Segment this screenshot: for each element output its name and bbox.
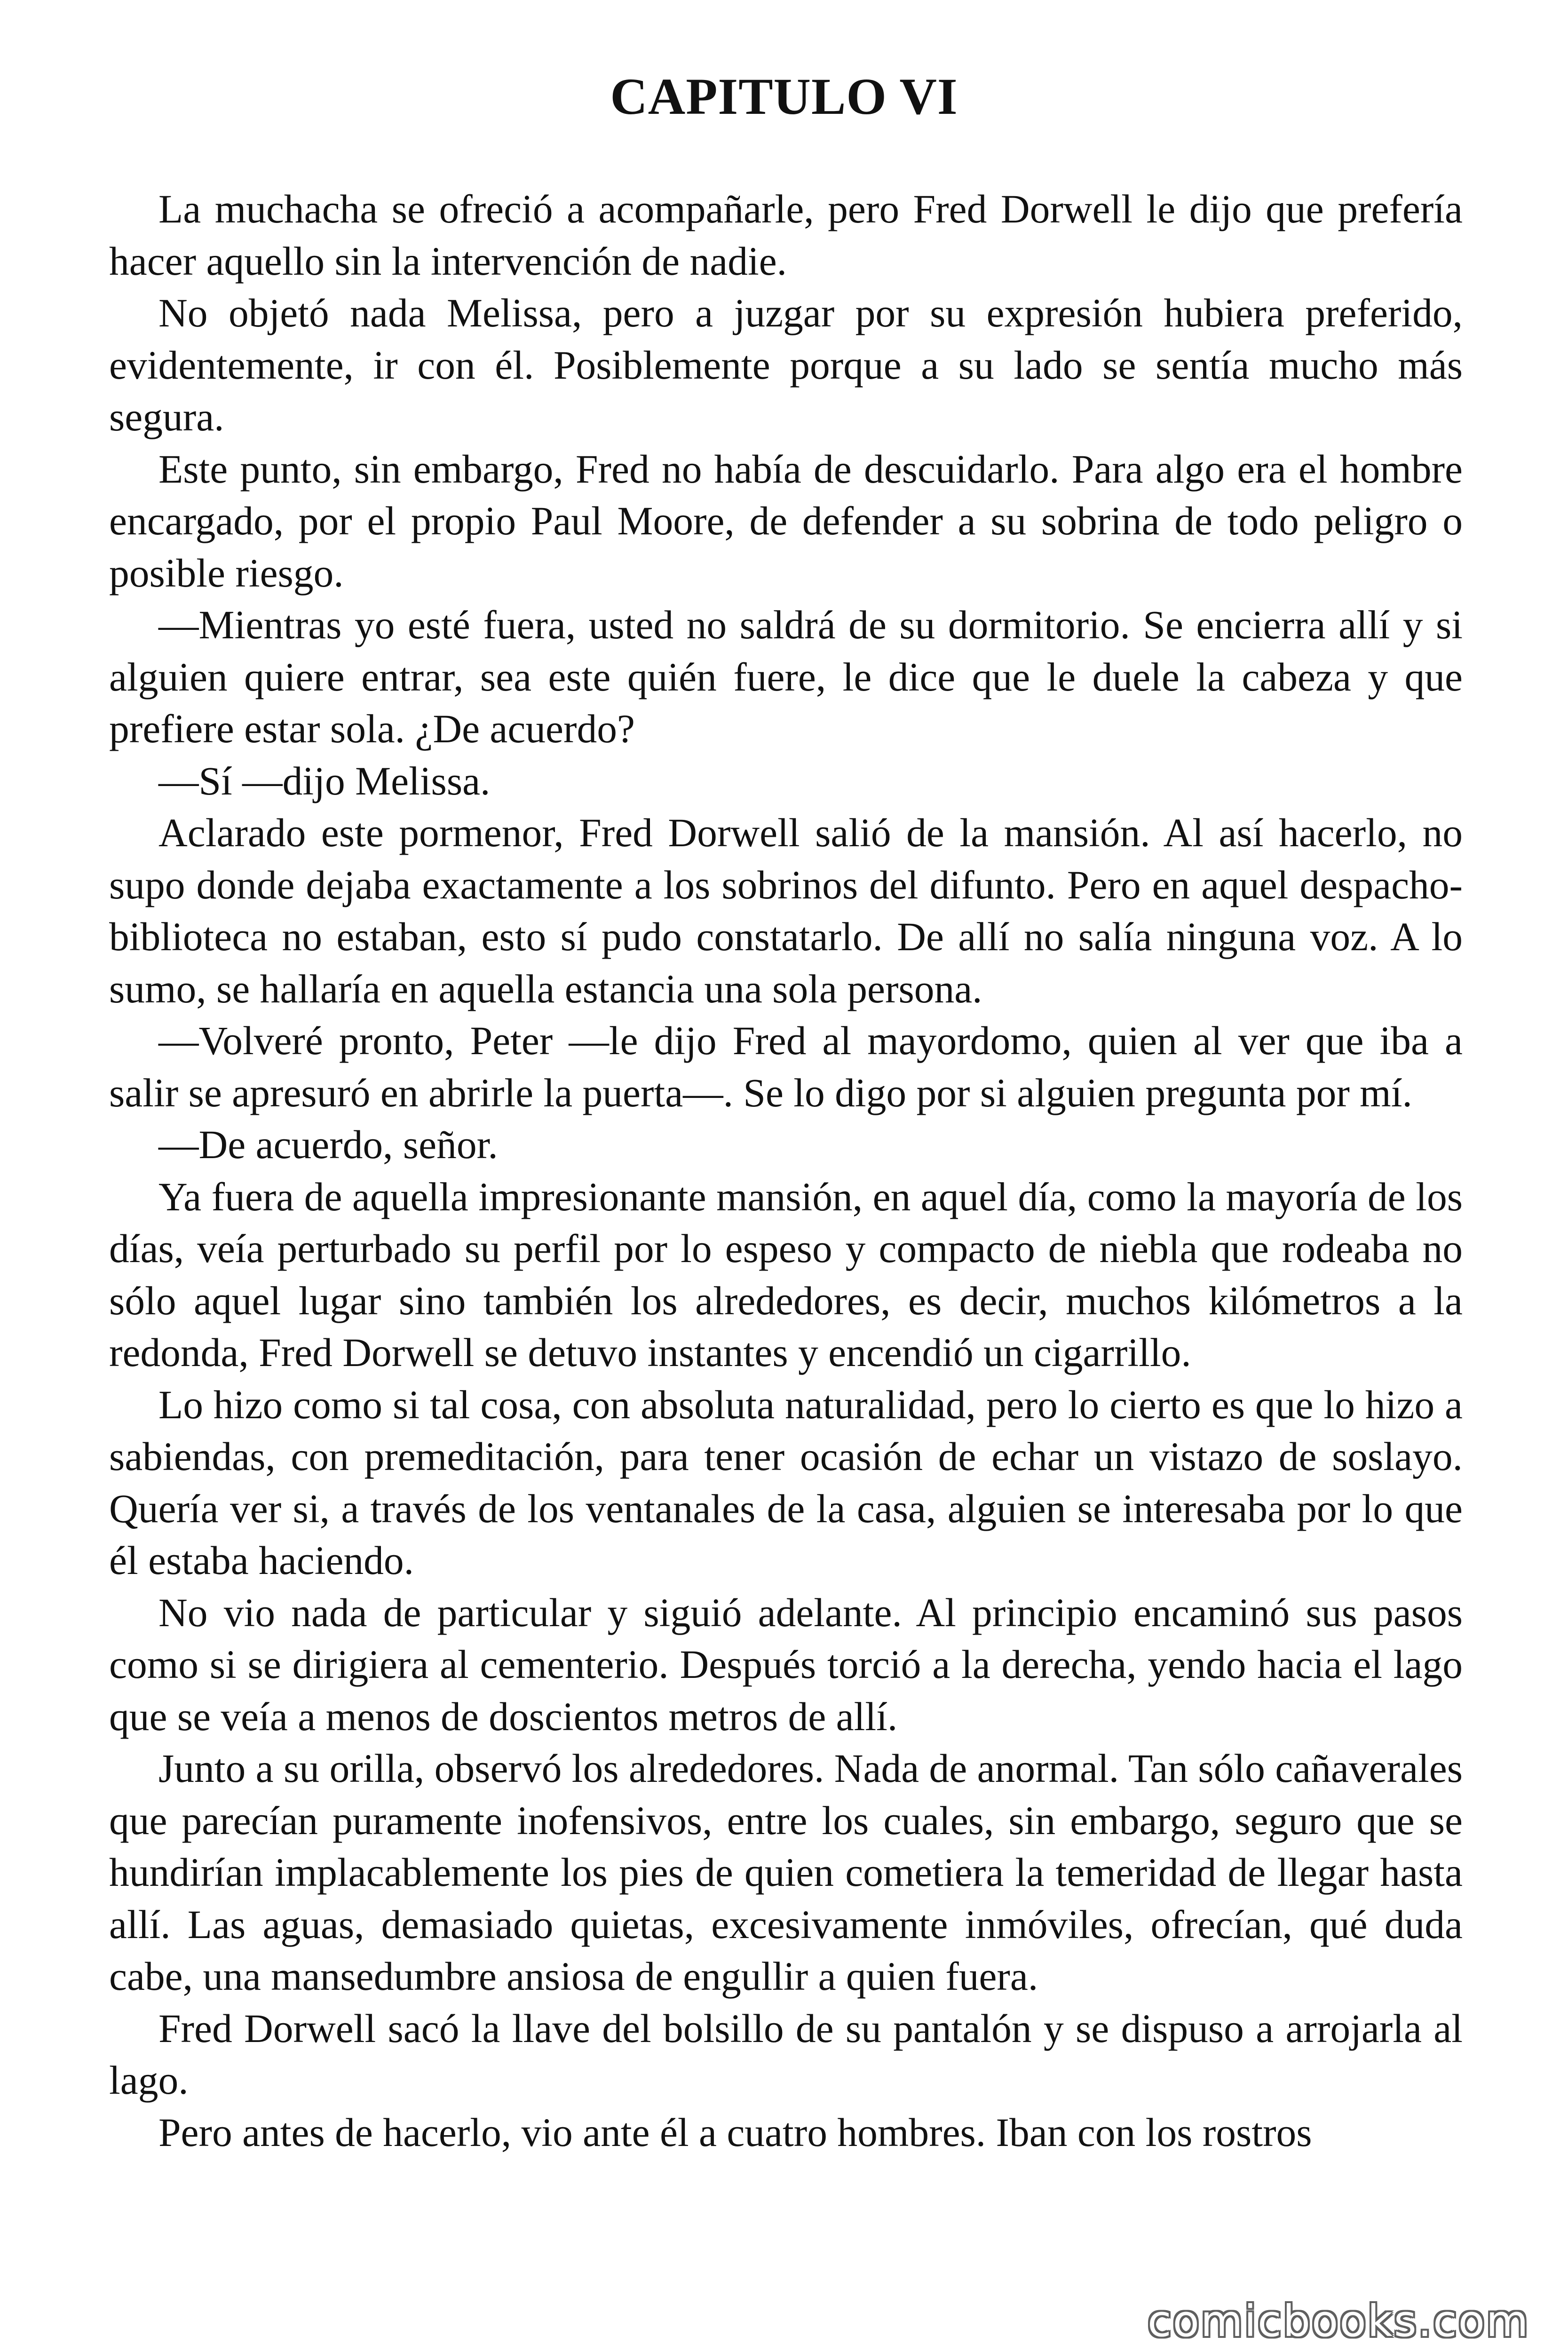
chapter-title: CAPITULO VI <box>610 68 958 125</box>
paragraph: La muchacha se ofreció a acompañarle, pero Fred Dorwell le dijo que prefería hacer aquello sin la intervención de nadie. <box>109 187 1463 284</box>
paragraph: —Volveré pronto, Peter —le dijo Fred al mayordomo, quien al ver que iba a salir se apresuró en abrirle la puerta—. Se lo digo por si alguien pregunta por mí. <box>109 1019 1463 1115</box>
paragraph: Junto a su orilla, observó los alrededores. Nada de anormal. Tan sólo cañaverales que parecían puramente inofensivos, entre los cuales, sin embargo, seguro que se hundirían implacablemente los pies de quien cometiera la temeridad de llegar hasta allí. Las aguas, demasiado quietas, excesivamente inmóviles, ofrecían, qué duda cabe, una mansedumbre ansiosa de engullir a quien fuera. <box>109 1747 1463 1999</box>
paragraph: —Mientras yo esté fuera, usted no saldrá de su dormitorio. Se encierra allí y si alguien quiere entrar, sea este quién fuere, le dice que le duele la cabeza y que prefiere estar sola. ¿De acuerdo? <box>109 603 1463 751</box>
watermark-logo: comicbooks.com <box>1148 2296 1530 2346</box>
paragraph: No vio nada de particular y siguió adelante. Al principio encaminó sus pasos como si se dirigiera al cementerio. Después torció a la derecha, yendo hacia el lago que se veía a menos de doscientos metros de allí. <box>109 1590 1463 1739</box>
paragraph: Lo hizo como si tal cosa, con absoluta naturalidad, pero lo cierto es que lo hizo a sabiendas, con premeditación, para tener ocasión de echar un vistazo de soslayo. Quería ver si, a través de los ventanales de la casa, alguien se interesaba por lo que él estaba haciendo. <box>109 1383 1463 1583</box>
paragraph: No objetó nada Melissa, pero a juzgar por su expresión hubiera preferido, evidentemente, ir con él. Posiblemente porque a su lado se sentía mucho más segura. <box>109 291 1463 439</box>
paragraph: —De acuerdo, señor. <box>158 1123 498 1167</box>
paragraph: Este punto, sin embargo, Fred no había de descuidarlo. Para algo era el hombre encargado, por el propio Paul Moore, de defender a su sobrina de todo peligro o posible riesgo. <box>109 447 1463 596</box>
paragraph: Ya fuera de aquella impresionante mansión, en aquel día, como la mayoría de los días, veía perturbado su perfil por lo espeso y compacto de niebla que rodeaba no sólo aquel lugar sino también los alrededores, es decir, muchos kilómetros a la redonda, Fred Dorwell se detuvo instantes y encendió un cigarrillo. <box>109 1175 1463 1375</box>
paragraph: —Sí —dijo Melissa. <box>158 759 491 803</box>
chapter-body <box>109 183 1463 2159</box>
paragraph: Pero antes de hacerlo, vio ante él a cuatro hombres. Iban con los rostros <box>158 2110 1312 2155</box>
paragraph: Fred Dorwell sacó la llave del bolsillo de su pantalón y se dispuso a arrojarla al lago. <box>109 2006 1463 2103</box>
paragraph: Aclarado este pormenor, Fred Dorwell salió de la mansión. Al así hacerlo, no supo donde dejaba exactamente a los sobrinos del difunto. Pero en aquel despacho-biblioteca no estaban, esto sí pudo constatarlo. De allí no salía ninguna voz. A lo sumo, se hallaría en aquella estancia una sola persona. <box>109 811 1463 1011</box>
